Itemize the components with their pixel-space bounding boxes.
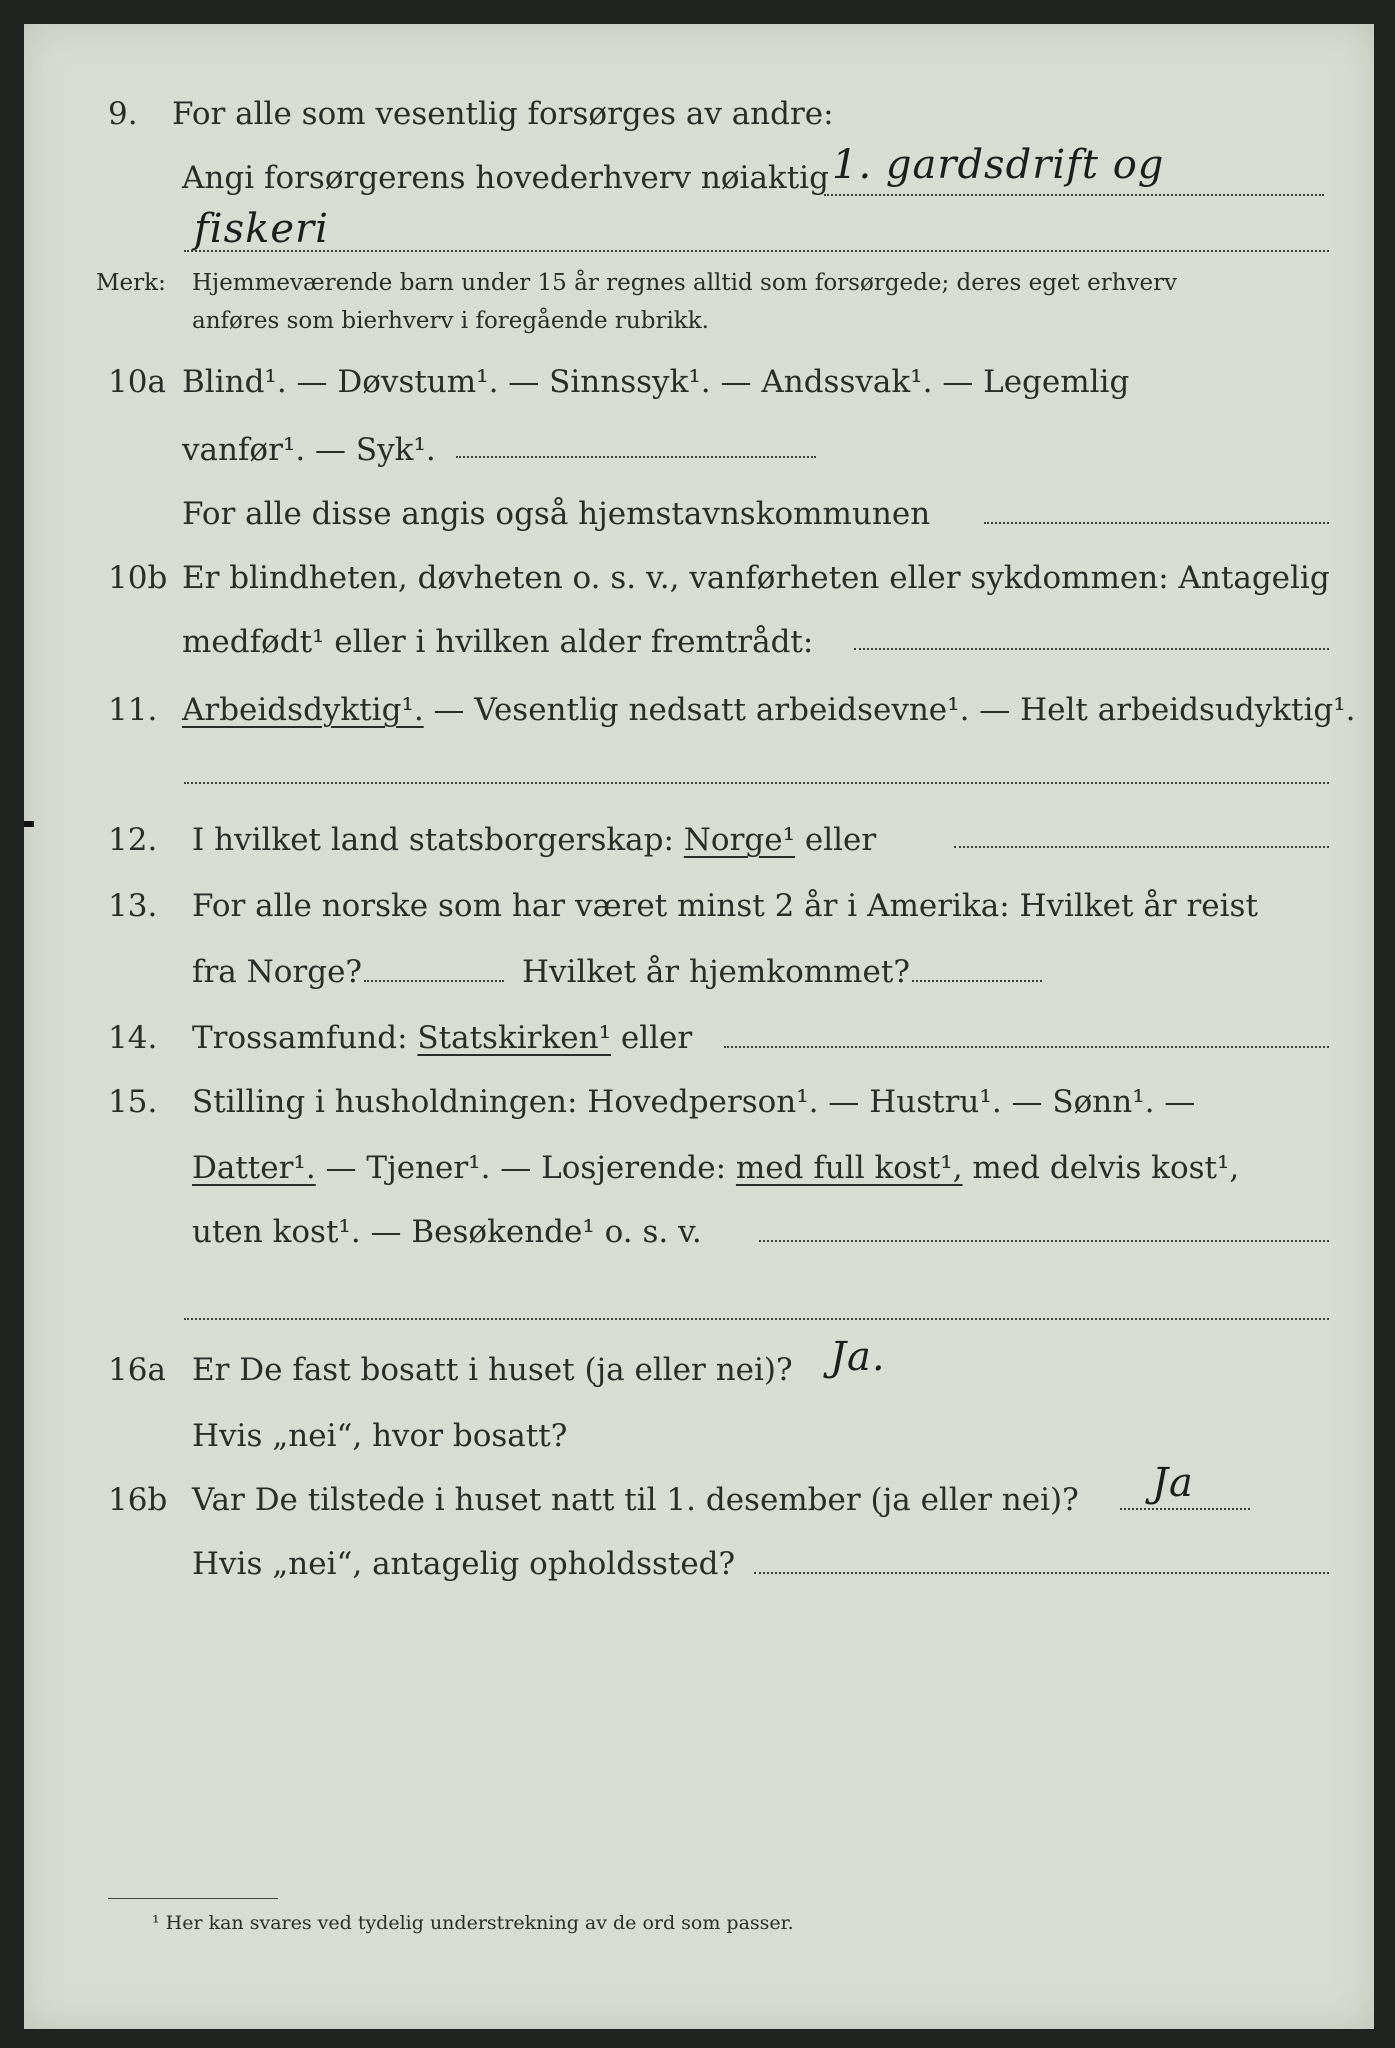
q9-answer-line1: [824, 194, 1324, 196]
q14-eller: eller: [611, 1020, 693, 1056]
q12-answer-line: [954, 846, 1329, 848]
q9-line1: For alle som vesentlig forsørges av andre:: [172, 96, 834, 132]
q15-extra-line: [184, 1318, 1329, 1320]
q13-reist-line: [364, 980, 504, 982]
q16a-number: 16a: [108, 1352, 166, 1388]
q10a-line1: Blind¹. — Døvstum¹. — Sinnssyk¹. — Andssvak¹. — Legemlig: [182, 364, 1130, 400]
q11-number: 11.: [108, 692, 158, 728]
q10b-number: 10b: [108, 560, 168, 596]
q11-rest: — Vesentlig nedsatt arbeidsevne¹. — Helt arbeidsudyktig¹.: [423, 692, 1356, 728]
merk-line2: anføres som bierhverv i foregående rubrikk.: [192, 308, 709, 334]
q9-number: 9.: [108, 96, 138, 132]
q15-option-full-kost: med full kost¹,: [735, 1150, 963, 1186]
q16b-handwritten-answer: Ja: [1152, 1460, 1194, 1506]
q14-question: Trossamfund:: [192, 1020, 408, 1056]
q15-answer-line: [759, 1240, 1329, 1242]
margin-tick: [24, 821, 34, 827]
q15-line2: [192, 1150, 1239, 1186]
q9-handwritten-answer2: fiskeri: [194, 206, 329, 252]
q10b-answer-line: [854, 648, 1329, 650]
q16a-bosatt-line: [572, 1444, 1329, 1446]
q10a-syk-line: [456, 456, 816, 458]
q12-eller: eller: [795, 822, 877, 858]
q12-option-norge: Norge¹: [683, 822, 796, 858]
q15-number: 15.: [108, 1084, 158, 1120]
q16b-line1: Var De tilstede i huset natt til 1. desember (ja eller nei)?: [192, 1482, 1079, 1518]
q13-number: 13.: [108, 888, 158, 924]
footnote-rule: [108, 1898, 278, 1899]
q12-number: 12.: [108, 822, 158, 858]
q9-answer-line2: [184, 250, 1329, 252]
q15-end: med delvis kost¹,: [962, 1150, 1240, 1186]
q14-number: 14.: [108, 1020, 158, 1056]
merk-line1: Hjemmeværende barn under 15 år regnes alltid som forsørgede; deres eget erhverv: [192, 270, 1178, 296]
q12-question: I hvilket land statsborgerskap:: [192, 822, 674, 858]
census-form-page: [24, 24, 1374, 2029]
merk-label: Merk:: [96, 270, 166, 296]
q13-line2a: fra Norge?: [192, 954, 363, 990]
q11-option-arbeidsdyktig: Arbeidsdyktig¹.: [182, 692, 424, 728]
q10b-line1: Er blindheten, døvheten o. s. v., vanførheten eller sykdommen: Antagelig: [182, 560, 1330, 596]
q16a-handwritten-answer: Ja.: [830, 1334, 886, 1380]
q10a-number: 10a: [108, 364, 166, 400]
q15-option-datter: Datter¹.: [192, 1150, 316, 1186]
q12-line: [192, 822, 876, 858]
q16b-line2: Hvis „nei“, antagelig opholdssted?: [192, 1546, 736, 1582]
q11-answer-line: [184, 782, 1329, 784]
q16b-opholdssted-line: [754, 1572, 1329, 1574]
q15-line3: uten kost¹. — Besøkende¹ o. s. v.: [192, 1214, 702, 1250]
q13-line2b: Hvilket år hjemkommet?: [522, 954, 910, 990]
q14-line: [192, 1020, 692, 1056]
q10a-line3: For alle disse angis også hjemstavnskommunen: [182, 496, 931, 532]
q16b-answer-line: [1120, 1508, 1250, 1510]
q15-mid: — Tjener¹. — Losjerende:: [315, 1150, 736, 1186]
q16a-line2: Hvis „nei“, hvor bosatt?: [192, 1418, 568, 1454]
q11-line: [182, 692, 1356, 728]
q9-line2: Angi forsørgerens hovederhverv nøiaktig: [182, 160, 829, 196]
q13-line1: For alle norske som har været minst 2 år i Amerika: Hvilket år reist: [192, 888, 1258, 924]
q15-line1: Stilling i husholdningen: Hovedperson¹. — Hustru¹. — Sønn¹. —: [192, 1084, 1196, 1120]
q16a-line1: Er De fast bosatt i huset (ja eller nei)?: [192, 1352, 793, 1388]
q13-hjemkommet-line: [912, 980, 1042, 982]
q16b-number: 16b: [108, 1482, 168, 1518]
q10a-line2: vanfør¹. — Syk¹.: [182, 432, 436, 468]
q10b-line2: medfødt¹ eller i hvilken alder fremtrådt:: [182, 624, 814, 660]
footnote: ¹ Her kan svares ved tydelig understrekning av de ord som passer.: [152, 1912, 794, 1934]
q14-option-statskirken: Statskirken¹: [417, 1020, 611, 1056]
q10a-kommune-line: [984, 522, 1329, 524]
q14-answer-line: [724, 1046, 1329, 1048]
q9-handwritten-answer1: 1. gardsdrift og: [832, 142, 1165, 188]
